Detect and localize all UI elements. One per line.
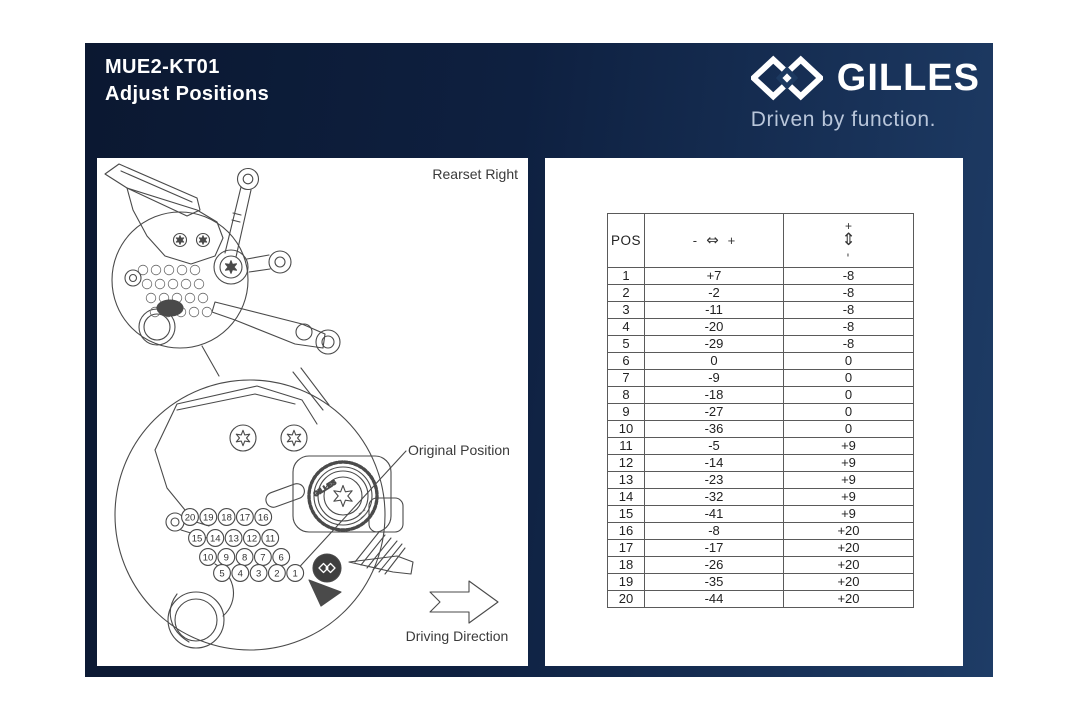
vertical-cell: +20: [784, 523, 914, 540]
position-marker-number: 12: [246, 533, 258, 545]
vertical-cell: 0: [784, 404, 914, 421]
vertical-cell: +20: [784, 557, 914, 574]
vertical-cell: -8: [784, 268, 914, 285]
table-row: [608, 285, 914, 302]
pos-cell: 10: [608, 421, 645, 438]
rearset-overview-drawing: [105, 164, 340, 410]
driving-direction-arrow: [430, 581, 498, 623]
position-marker-number: 18: [221, 512, 232, 524]
vertical-cell: 0: [784, 421, 914, 438]
table-row: [608, 387, 914, 404]
driving-direction-label: Driving Direction: [405, 628, 509, 644]
table-row: [608, 472, 914, 489]
horizontal-cell: -44: [645, 591, 784, 608]
table-row: [608, 302, 914, 319]
gilles-logo-icon: [751, 53, 823, 103]
table-row: [608, 574, 914, 591]
original-position-label: Original Position: [408, 442, 510, 458]
pos-column-header: POS: [608, 214, 645, 268]
pos-cell: 20: [608, 591, 645, 608]
vertical-cell: +9: [784, 455, 914, 472]
vertical-adjust-column-header: [784, 214, 914, 268]
position-marker-number: 11: [265, 533, 276, 545]
position-marker-number: 6: [278, 552, 284, 564]
horizontal-cell: -2: [645, 285, 784, 302]
vertical-cell: 0: [784, 370, 914, 387]
vertical-cell: 0: [784, 353, 914, 370]
position-marker-number: 3: [255, 568, 262, 580]
vertical-double-arrow-icon: ⇕: [841, 230, 856, 250]
vertical-cell: -8: [784, 319, 914, 336]
position-marker-number: 8: [241, 552, 248, 564]
table-row: [608, 268, 914, 285]
vertical-cell: 0: [784, 387, 914, 404]
position-marker-number: 1: [292, 568, 298, 580]
horizontal-cell: -17: [645, 540, 784, 557]
position-marker-number: 15: [191, 533, 203, 545]
pos-cell: 13: [608, 472, 645, 489]
table-row: [608, 523, 914, 540]
horizontal-cell: -36: [645, 421, 784, 438]
table-row: [608, 370, 914, 387]
vertical-cell: -8: [784, 302, 914, 319]
vertical-cell: +9: [784, 506, 914, 523]
pos-cell: 17: [608, 540, 645, 557]
position-marker-number: 5: [219, 568, 225, 580]
table-row: [608, 455, 914, 472]
vertical-cell: +20: [784, 591, 914, 608]
position-marker-number: 2: [274, 568, 280, 580]
vertical-cell: -8: [784, 336, 914, 353]
position-marker-number: 20: [184, 512, 196, 524]
position-marker-number: 14: [210, 533, 221, 545]
horizontal-cell: -23: [645, 472, 784, 489]
pos-cell: 3: [608, 302, 645, 319]
pos-cell: 2: [608, 285, 645, 302]
position-marker-number: 19: [203, 512, 214, 524]
vertical-cell: +9: [784, 438, 914, 455]
brand-logo: [751, 53, 980, 132]
position-marker-number: 9: [223, 552, 229, 564]
table-row: [608, 353, 914, 370]
brand-tagline: Driven by function.: [750, 108, 937, 131]
table-row: [608, 540, 914, 557]
horizontal-cell: +7: [645, 268, 784, 285]
pos-cell: 5: [608, 336, 645, 353]
minus-sign: -: [692, 232, 698, 248]
pos-cell: 16: [608, 523, 645, 540]
position-number-grid: [182, 509, 304, 582]
horizontal-adjust-column-header: [645, 214, 784, 268]
dial-brand-text: GILLES: [312, 479, 338, 499]
pos-cell: 1: [608, 268, 645, 285]
vertical-cell: +20: [784, 540, 914, 557]
minus-sign: -: [841, 253, 856, 257]
title-block: [105, 54, 269, 108]
table-row: [608, 319, 914, 336]
position-marker-number: 16: [257, 512, 269, 524]
horizontal-cell: -18: [645, 387, 784, 404]
horizontal-cell: -9: [645, 370, 784, 387]
table-row: [608, 591, 914, 608]
pos-cell: 9: [608, 404, 645, 421]
horizontal-cell: -41: [645, 506, 784, 523]
pos-cell: 19: [608, 574, 645, 591]
horizontal-double-arrow-icon: ⇔: [706, 231, 719, 249]
horizontal-cell: -26: [645, 557, 784, 574]
rearset-drawing: [97, 158, 528, 666]
horizontal-cell: -11: [645, 302, 784, 319]
vertical-cell: -8: [784, 285, 914, 302]
horizontal-cell: -8: [645, 523, 784, 540]
position-marker-number: 7: [260, 552, 266, 564]
table-row: [608, 421, 914, 438]
pos-cell: 12: [608, 455, 645, 472]
position-marker-number: 4: [237, 568, 243, 580]
brand-name: GILLES: [836, 57, 980, 99]
pos-cell: 11: [608, 438, 645, 455]
horizontal-cell: -35: [645, 574, 784, 591]
table-row: [608, 404, 914, 421]
drawing-panel: [97, 158, 528, 666]
positions-table: [607, 213, 914, 608]
pos-cell: 7: [608, 370, 645, 387]
pos-cell: 15: [608, 506, 645, 523]
position-marker-number: 17: [239, 512, 251, 524]
horizontal-cell: -5: [645, 438, 784, 455]
pos-cell: 14: [608, 489, 645, 506]
horizontal-cell: -32: [645, 489, 784, 506]
vertical-cell: +9: [784, 472, 914, 489]
horizontal-cell: -29: [645, 336, 784, 353]
table-row: [608, 438, 914, 455]
vertical-cell: +20: [784, 574, 914, 591]
navy-card: [85, 43, 993, 677]
table-row: [608, 506, 914, 523]
view-label: Rearset Right: [432, 166, 518, 182]
table-panel: [545, 158, 963, 666]
position-marker-number: 13: [228, 533, 239, 545]
table-row: [608, 336, 914, 353]
pos-cell: 8: [608, 387, 645, 404]
horizontal-cell: 0: [645, 353, 784, 370]
page-title: Adjust Positions: [105, 83, 270, 105]
horizontal-cell: -27: [645, 404, 784, 421]
pos-cell: 6: [608, 353, 645, 370]
product-code: MUE2-KT01: [105, 56, 220, 78]
table-row: [608, 489, 914, 506]
table-row: [608, 557, 914, 574]
position-marker-number: 10: [202, 552, 214, 564]
plus-sign: +: [727, 232, 736, 248]
pos-cell: 18: [608, 557, 645, 574]
plus-sign: +: [844, 219, 852, 233]
vertical-cell: +9: [784, 489, 914, 506]
pos-cell: 4: [608, 319, 645, 336]
horizontal-cell: -14: [645, 455, 784, 472]
positions-table-body: [608, 268, 914, 608]
horizontal-cell: -20: [645, 319, 784, 336]
